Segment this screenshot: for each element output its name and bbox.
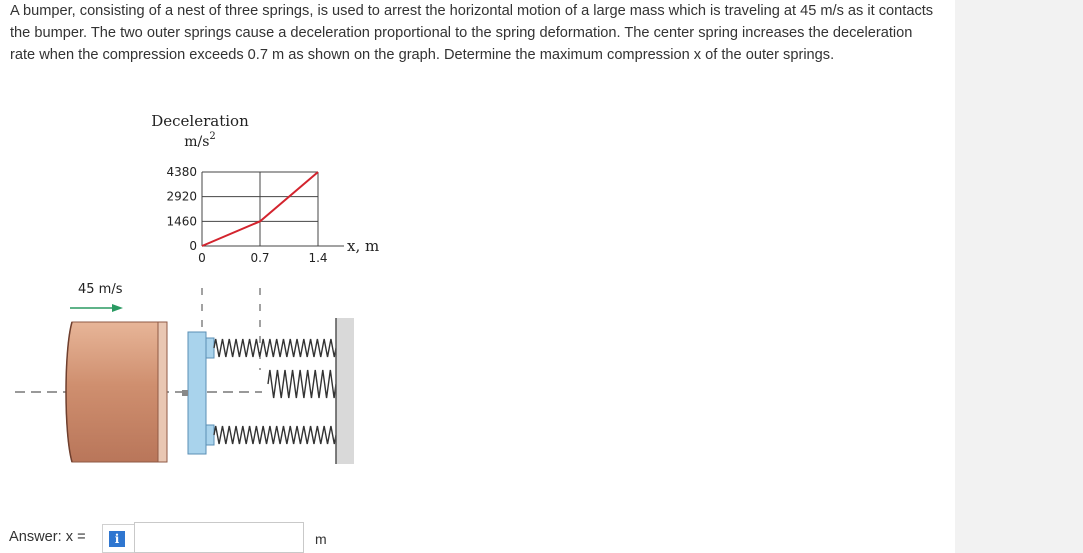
info-button[interactable] (102, 524, 134, 553)
answer-row (9, 520, 409, 553)
large-mass (66, 322, 167, 462)
problem-statement (10, 0, 940, 66)
y-tick-label: 2920 (166, 189, 197, 204)
problem-text: A bumper, consisting of a nest of three springs, is used to arrest the horizontal motion of a large mass which is traveling at 45 m/s as it contacts the bumper. The two outer springs cause a deceleration proportional to the spring deformation. The center spring increases the deceleration rate when the compression exceeds 0.7 m as shown on the graph. Determine the maximum compression x of the outer springs. (10, 3, 934, 63)
y-tick-label: 1460 (166, 214, 197, 229)
answer-label: Answer: x = (9, 529, 86, 545)
y-tick-label: 4380 (166, 165, 197, 179)
chart-grid (202, 172, 318, 246)
velocity-arrow (70, 304, 123, 312)
velocity-label: 45 m/s (78, 282, 123, 297)
fixed-wall (336, 318, 354, 464)
info-icon: i (109, 531, 125, 547)
problem-figure (0, 100, 420, 500)
outer-spring-top (214, 339, 336, 357)
x-tick-label: 1.4 (308, 251, 328, 265)
figure-svg (0, 100, 420, 500)
outer-spring-bottom (214, 426, 336, 444)
bumper-plate (182, 332, 214, 454)
answer-input[interactable] (134, 522, 304, 553)
x-tick-label: 0.7 (250, 251, 270, 265)
y-tick-label: 0 (189, 239, 197, 253)
x-tick-label: 0 (198, 251, 206, 265)
chart-unit: $m/s^2$ (184, 131, 216, 150)
chart-title: Deceleration (151, 112, 249, 130)
right-side-panel (955, 0, 1083, 553)
answer-unit: m (315, 531, 327, 547)
center-spring (268, 370, 336, 398)
chart-ticks (166, 165, 327, 265)
x-axis-label: x, m (347, 237, 380, 255)
